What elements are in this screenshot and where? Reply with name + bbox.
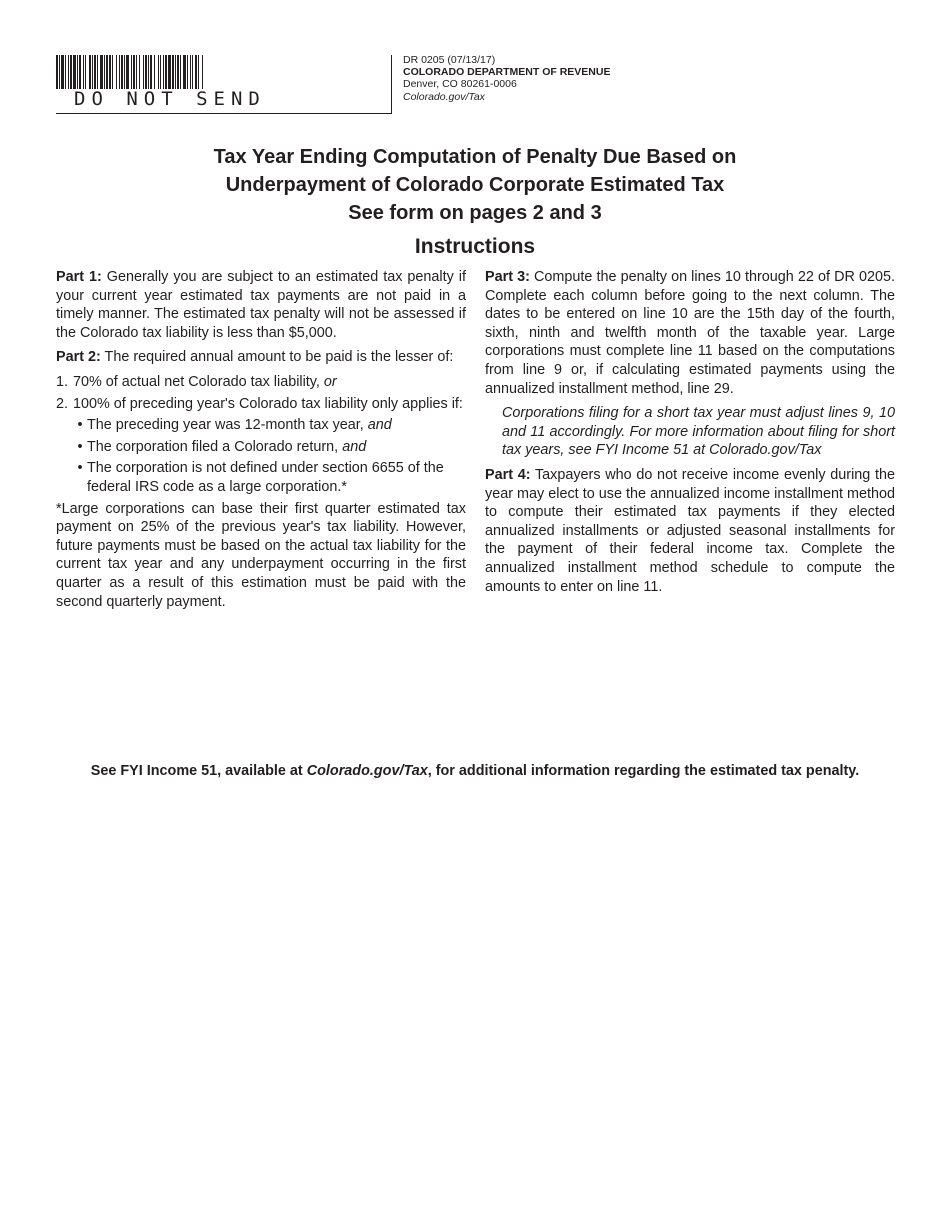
right-column (485, 268, 895, 602)
footer-text-post: , for additional information regarding the estimated tax penalty. (427, 763, 860, 779)
list-item-text: 70% of actual net Colorado tax liability, (73, 373, 324, 390)
part-3-label: Part 3: (485, 269, 530, 285)
part-4-text: Taxpayers who do not receive income evenly during the year may elect to use the annualized income installment method to compute their estimated tax payments if they elected annualized installments or adjusted seasonal installments for the payment of their federal income tax. Complete the annualized installment method schedule to compute the amounts to enter on line 11. (485, 466, 895, 595)
title-line-2: Underpayment of Colorado Corporate Estimated Tax (225, 174, 725, 196)
part-1-paragraph (56, 268, 466, 342)
list-item-number: 2. (56, 395, 69, 412)
list-item (56, 395, 466, 414)
form-id: DR 0205 (07/13/17) (403, 54, 496, 66)
part-2-text: The required annual amount to be paid is the lesser of: (100, 349, 454, 366)
instructions-heading: Instructions (414, 235, 536, 258)
part-3-paragraph (485, 268, 895, 398)
list-item-number: 1. (56, 373, 69, 390)
list-item (56, 373, 466, 392)
footer-text-pre: See FYI Income 51, available at (90, 763, 307, 779)
bullet-icon: • (77, 460, 83, 477)
department-address: Denver, CO 80261-0006 (403, 78, 517, 91)
bullet-text: The corporation is not defined under section 6655 of the federal IRS code as a large corporation.* (87, 460, 444, 495)
form-header-info (403, 54, 610, 103)
bullet-item (56, 438, 466, 457)
bullet-item (56, 416, 466, 435)
footer-note (0, 763, 950, 779)
footer-link[interactable]: Colorado.gov/Tax (306, 763, 428, 779)
barcode-block (56, 55, 392, 114)
part-1-label: Part 1: (56, 269, 102, 285)
page-title (0, 143, 950, 227)
short-tax-year-note: Corporations filing for a short tax year must adjust lines 9, 10 and 11 accordingly. For more information about filing for short tax years, see FYI Income 51 at Colorado.gov/Tax (502, 405, 895, 459)
part-3-text: Compute the penalty on lines 10 through 22 of DR 0205. Complete each column before going to the next column. The dates to be entered on line 10 are the 15th day of the fourth, sixth, ninth and twelfth month of the taxable year. Large corporations must complete line 11 based on the computations from line 9 or, if calculating estimated payments using the annualized installment method, line 29. (485, 269, 895, 397)
bullet-emphasis: and (367, 417, 392, 434)
title-line-3: See form on pages 2 and 3 (348, 202, 602, 224)
footnote-paragraph: *Large corporations can base their first quarter estimated tax payment on 25% of the previous year's tax liability. However, future payments must be based on the actual tax liability for the current tax year and any underpayment occurring in the first quarter as a result of this estimation must be paid with the second quarterly payment. (56, 500, 466, 610)
list-item-emphasis: or (323, 373, 337, 390)
bullet-text: The corporation filed a Colorado return, (87, 438, 343, 455)
left-column (56, 268, 466, 617)
bullet-text: The preceding year was 12-month tax year, (87, 417, 368, 434)
department-name: COLORADO DEPARTMENT OF REVENUE (403, 66, 611, 79)
part-1-text: Generally you are subject to an estimated tax penalty if your current year estimated tax payments are not paid in a timely manner. The estimated tax penalty will not be assessed if the Colorado tax liability is less than $5,000. (56, 269, 466, 341)
part-4-label: Part 4: (485, 466, 531, 483)
bullet-emphasis: and (342, 438, 367, 455)
part-2-paragraph (56, 348, 466, 367)
bullet-item (56, 459, 466, 496)
part-4-paragraph (485, 466, 895, 596)
barcode-icon (56, 55, 278, 89)
list-item-text: 100% of preceding year's Colorado tax liability only applies if: (73, 395, 463, 412)
department-website: Colorado.gov/Tax (403, 90, 485, 103)
bullet-icon: • (77, 438, 83, 455)
part-2-label: Part 2: (56, 349, 101, 366)
title-line-1: Tax Year Ending Computation of Penalty Due Based on (213, 146, 737, 168)
do-not-send-label: DO NOT SEND (74, 88, 266, 110)
bullet-icon: • (77, 417, 83, 434)
